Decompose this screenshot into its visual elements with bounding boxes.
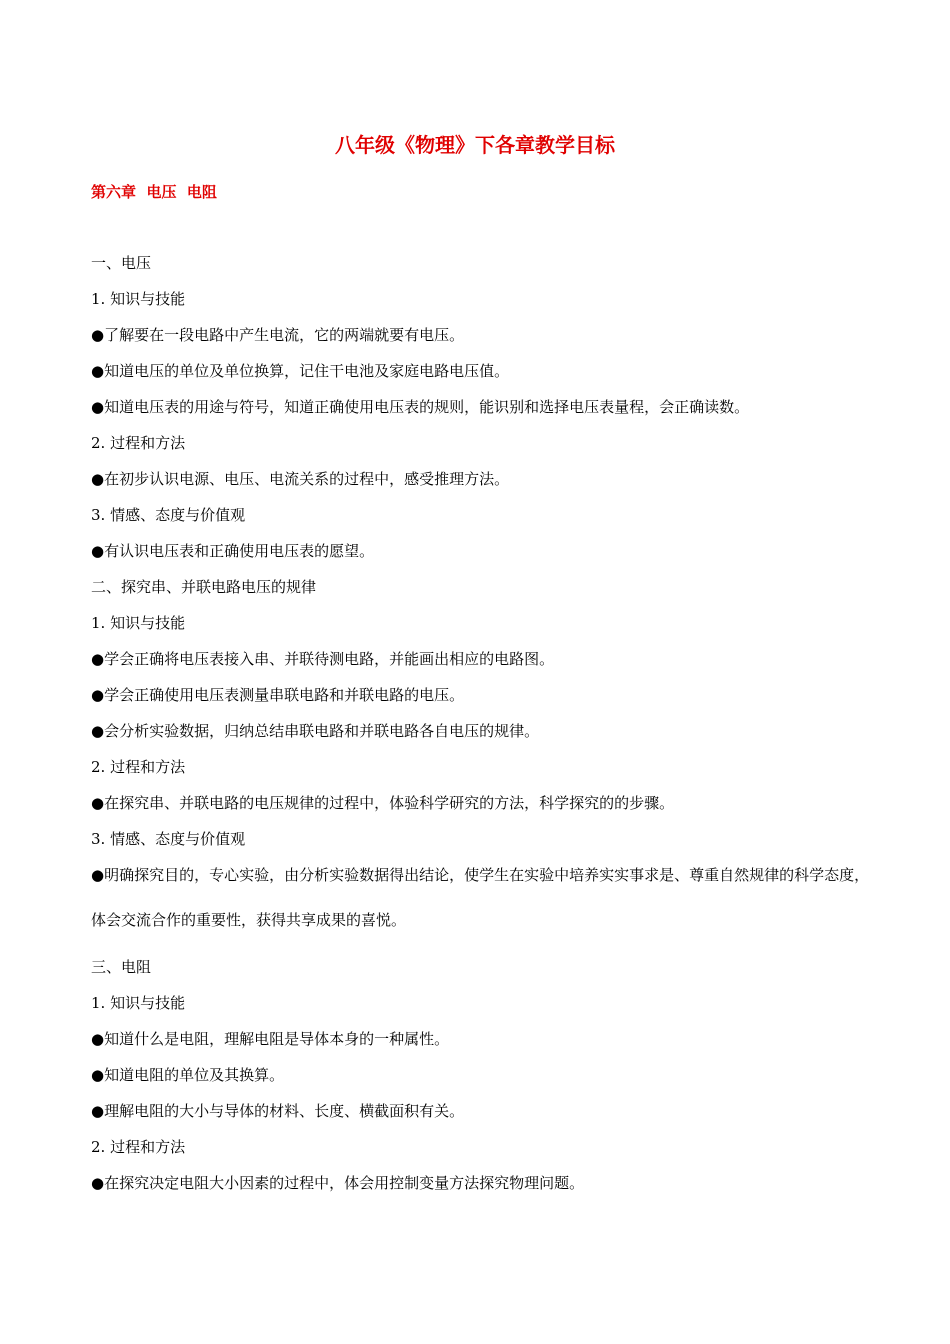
- chapter-heading: 第六章 电压 电阻: [91, 183, 217, 201]
- section-heading-voltage: 一、电压: [91, 254, 152, 272]
- bullet-item: ●在初步认识电源、电压、电流关系的过程中，感受推理方法。: [91, 470, 510, 488]
- section-heading-resistance: 三、电阻: [91, 958, 152, 976]
- subsection-heading: 3. 情感、态度与价值观: [91, 506, 246, 524]
- subsection-heading: 2. 过程和方法: [91, 758, 186, 776]
- subsection-heading: 1. 知识与技能: [91, 994, 186, 1012]
- bullet-item: ●理解电阻的大小与导体的材料、长度、横截面积有关。: [91, 1102, 465, 1120]
- bullet-item: ●学会正确使用电压表测量串联电路和并联电路的电压。: [91, 686, 465, 704]
- subsection-heading: 1. 知识与技能: [91, 614, 186, 632]
- bullet-item: ●会分析实验数据，归纳总结串联电路和并联电路各自电压的规律。: [91, 722, 540, 740]
- bullet-item: ●在探究决定电阻大小因素的过程中，体会用控制变量方法探究物理问题。: [91, 1174, 585, 1192]
- bullet-item: ●知道电压表的用途与符号，知道正确使用电压表的规则，能识别和选择电压表量程，会正确读数。: [91, 398, 750, 416]
- bullet-item: ●明确探究目的，专心实验，由分析实验数据得出结论，使学生在实验中培养实实事求是、尊重自然规律的科学态度，体会交流合作的重要性，获得共享成果的喜悦。: [91, 866, 870, 929]
- bullet-item: ●在探究串、并联电路的电压规律的过程中，体验科学研究的方法，科学探究的的步骤。: [91, 794, 675, 812]
- bullet-item: ●了解要在一段电路中产生电流，它的两端就要有电压。: [91, 326, 465, 344]
- document-body: [91, 251, 871, 1207]
- subsection-heading: 1. 知识与技能: [91, 290, 186, 308]
- subsection-heading: 2. 过程和方法: [91, 1138, 186, 1156]
- bullet-item: ●学会正确将电压表接入串、并联待测电路，并能画出相应的电路图。: [91, 650, 555, 668]
- subsection-heading: 2. 过程和方法: [91, 434, 186, 452]
- bullet-item: ●有认识电压表和正确使用电压表的愿望。: [91, 542, 375, 560]
- section-heading-series-parallel: 二、探究串、并联电路电压的规律: [91, 578, 317, 596]
- subsection-heading: 3. 情感、态度与价值观: [91, 830, 246, 848]
- document-title: 八年级《物理》下各章教学目标: [335, 133, 615, 157]
- bullet-item: ●知道什么是电阻，理解电阻是导体本身的一种属性。: [91, 1030, 450, 1048]
- bullet-item: ●知道电阻的单位及其换算。: [91, 1066, 285, 1084]
- bullet-item: ●知道电压的单位及单位换算，记住干电池及家庭电路电压值。: [91, 362, 510, 380]
